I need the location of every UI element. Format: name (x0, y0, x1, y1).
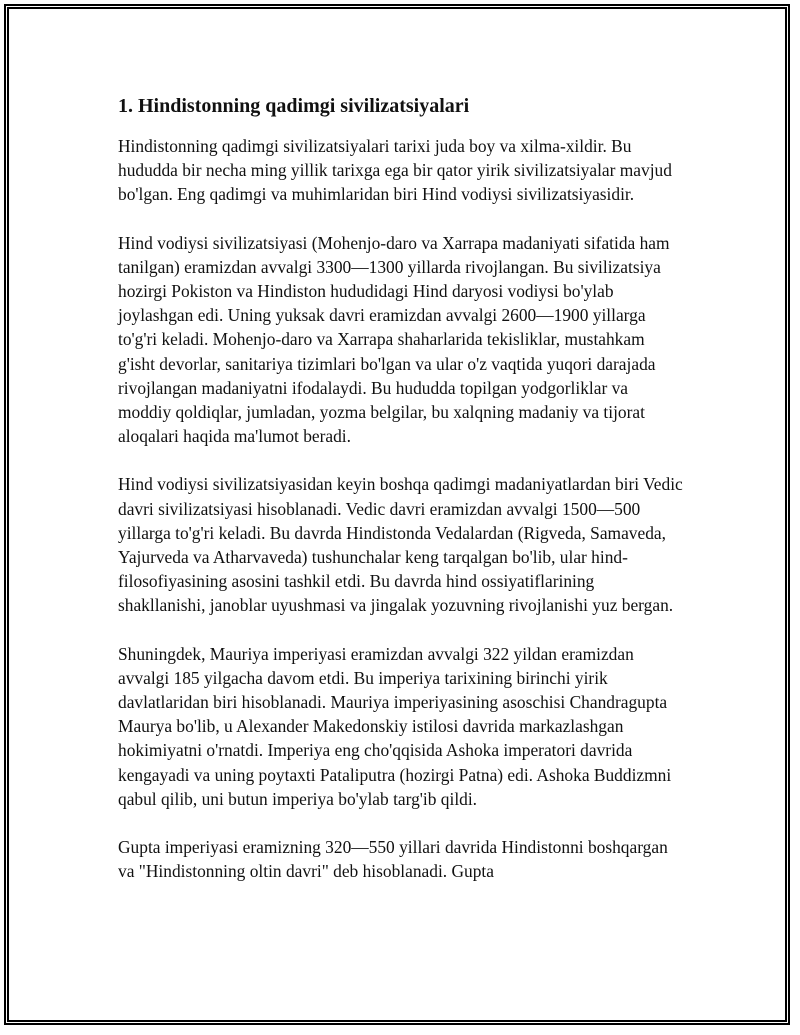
paragraph: Gupta imperiyasi eramizning 320—550 yillari davrida Hindistonni boshqargan va "Hindistonning oltin davri" deb hisoblanadi. Gupta (118, 837, 668, 882)
paragraph: Hindistonning qadimgi sivilizatsiyalari tarixi juda boy va xilma-xildir. Bu hududda bir necha ming yillik tarixga ega bir qator yirik sivilizatsiyalar mavjud bo'lgan. Eng qadimgi va muhimlaridan biri Hind vodiysi sivilizatsiyasidir. (118, 136, 672, 205)
paragraph: Hind vodiysi sivilizatsiyasidan keyin boshqa qadimgi madaniyatlardan biri Vedic davri sivilizatsiyasi hisoblanadi. Vedic davri eramizdan avvalgi 1500—500 yillarga to'g'ri keladi. Bu davrda Hindistonda Vedalardan (Rigveda, Samaveda, Yajurveda va Atharvaveda) tushunchalar keng tarqalgan bo'lib, ular hind-filosofiyasining asosini tashkil etdi. Bu davrda hind ossiyatiflarining shakllanishi, janoblar uyushmasi va jingalak yozuvning rivojlanishi yuz bergan. (118, 474, 683, 616)
paragraph: Shuningdek, Mauriya imperiyasi eramizdan avvalgi 322 yildan eramizdan avvalgi 185 yilgacha davom etdi. Bu imperiya tarixining birinchi yirik davlatlaridan biri hisoblanadi. Mauriya imperiyasining asoschisi Chandragupta Maurya bo'lib, u Alexander Makedonskiy istilosi davrida markazlashgan hokimiyatni o'rnatdi. Imperiya eng cho'qqisida Ashoka imperatori davrida kengayadi va uning poytaxti Pataliputra (hozirgi Patna) edi. Ashoka Buddizmni qabul qilib, uni butun imperiya bo'ylab targ'ib qildi. (118, 643, 672, 809)
document-body (118, 92, 683, 907)
section-heading: 1. Hindistonning qadimgi sivilizatsiyalari (118, 95, 470, 117)
paragraph: Hind vodiysi sivilizatsiyasi (Mohenjo-daro va Xarrapa madaniyati sifatida ham tanilgan) eramizdan avvalgi 3300—1300 yillarda rivojlangan. Bu sivilizatsiya hozirgi Pokiston va Hindiston hududidagi Hind daryosi vodiysi bo'ylab joylashgan edi. Uning yuksak davri eramizdan avvalgi 2600—1900 yillarga to'g'ri keladi. Mohenjo-daro va Xarrapa shaharlarida tekisliklar, mustahkam g'isht devorlar, sanitariya tizimlari bo'lgan va ular o'z vaqtida yuqori darajada rivojlangan madaniyatni ifodalaydi. Bu hududda topilgan yodgorliklar va moddiy qoldiqlar, jumladan, yozma belgilar, bu xalqning madaniy va tijorat aloqalari haqida ma'lumot beradi. (118, 232, 670, 447)
